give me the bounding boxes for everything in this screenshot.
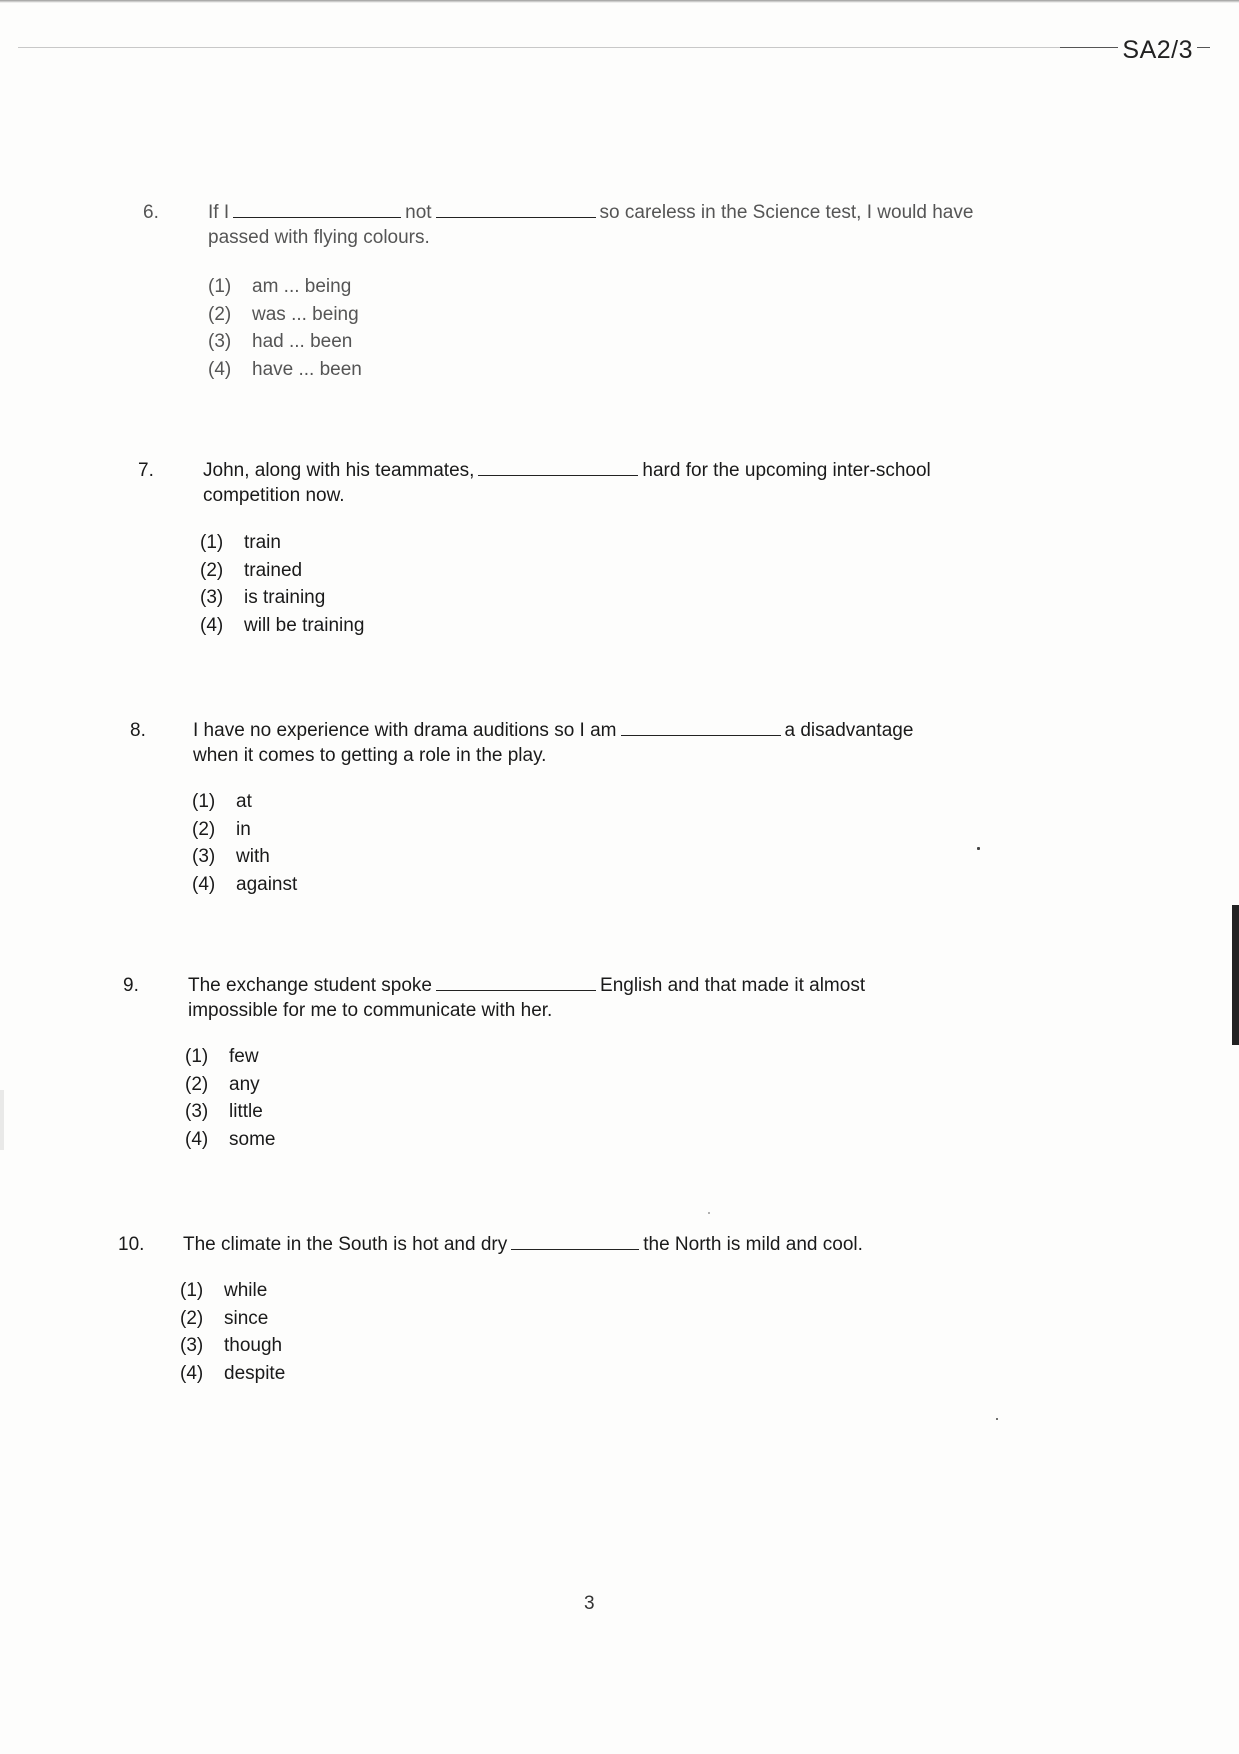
stem-text: a disadvantage <box>784 720 914 741</box>
question-10 <box>118 1232 1068 1412</box>
option-list <box>185 1043 275 1153</box>
option-2: (2) in <box>192 818 251 840</box>
stem-continuation: competition now. <box>203 485 345 506</box>
option-4: (4) some <box>185 1128 276 1150</box>
question-stem <box>208 200 973 225</box>
scan-edge-top <box>0 0 1239 3</box>
option-2: (2) trained <box>200 559 303 581</box>
option-2: (2) any <box>185 1073 260 1095</box>
option-2: (2) was ... being <box>208 303 359 325</box>
scan-edge-left <box>0 1090 4 1150</box>
question-7 <box>138 458 1088 638</box>
question-stem <box>203 458 931 483</box>
question-stem <box>183 1232 863 1257</box>
stem-text: The climate in the South is hot and dry <box>183 1234 508 1255</box>
option-4: (4) against <box>192 873 298 895</box>
answer-blank <box>511 1233 639 1250</box>
stem-text: the North is mild and cool. <box>643 1234 863 1255</box>
answer-blank <box>233 201 401 218</box>
question-number: 10. <box>118 1234 145 1255</box>
scan-speck <box>708 1212 710 1214</box>
option-3: (3) had ... been <box>208 331 353 352</box>
scan-speck <box>996 1418 998 1420</box>
question-stem <box>188 973 865 998</box>
stem-continuation: passed with flying colours. <box>208 227 430 248</box>
option-4: (4) despite <box>180 1362 286 1384</box>
answer-blank <box>621 719 781 736</box>
option-3: (3) little <box>185 1101 263 1122</box>
option-1: (1) train <box>200 532 281 553</box>
page-number: 3 <box>584 1593 595 1614</box>
option-3: (3) though <box>180 1335 283 1356</box>
answer-blank <box>478 459 638 476</box>
stem-text: English and that made it almost <box>600 975 866 996</box>
answer-blank <box>436 201 596 218</box>
stem-text: hard for the upcoming inter-school <box>642 460 931 481</box>
option-2: (2) since <box>180 1307 269 1329</box>
stem-text: I have no experience with drama auditions so I am <box>193 720 617 741</box>
question-number: 8. <box>130 720 146 741</box>
stem-text: The exchange student spoke <box>188 975 433 996</box>
answer-blank <box>436 974 596 991</box>
stem-text: not <box>405 202 432 223</box>
question-8 <box>130 718 1080 898</box>
scan-edge-right <box>1232 905 1239 1045</box>
option-4: (4) have ... been <box>208 358 362 380</box>
question-9 <box>123 973 1073 1153</box>
scan-speck <box>977 847 980 850</box>
stem-continuation: impossible for me to communicate with her. <box>188 1000 553 1021</box>
option-1: (1) at <box>192 791 252 812</box>
option-list <box>180 1277 285 1387</box>
option-list <box>208 273 362 383</box>
option-list <box>200 529 364 639</box>
option-3: (3) with <box>192 846 270 867</box>
question-stem <box>193 718 913 743</box>
stem-text: If I <box>208 202 230 223</box>
question-number: 6. <box>143 202 159 223</box>
question-6 <box>143 200 1093 380</box>
option-1: (1) few <box>185 1046 259 1067</box>
option-1: (1) am ... being <box>208 276 352 297</box>
question-number: 7. <box>138 460 154 481</box>
stem-text: so careless in the Science test, I would have <box>599 202 974 223</box>
option-3: (3) is training <box>200 587 326 608</box>
option-4: (4) will be training <box>200 614 365 636</box>
question-number: 9. <box>123 975 139 996</box>
option-1: (1) while <box>180 1280 268 1301</box>
header-rule <box>18 47 1168 48</box>
stem-continuation: when it comes to getting a role in the play. <box>193 745 547 766</box>
stem-text: John, along with his teammates, <box>203 460 475 481</box>
option-list <box>192 788 297 898</box>
page-code: SA2/3 <box>1118 36 1197 65</box>
